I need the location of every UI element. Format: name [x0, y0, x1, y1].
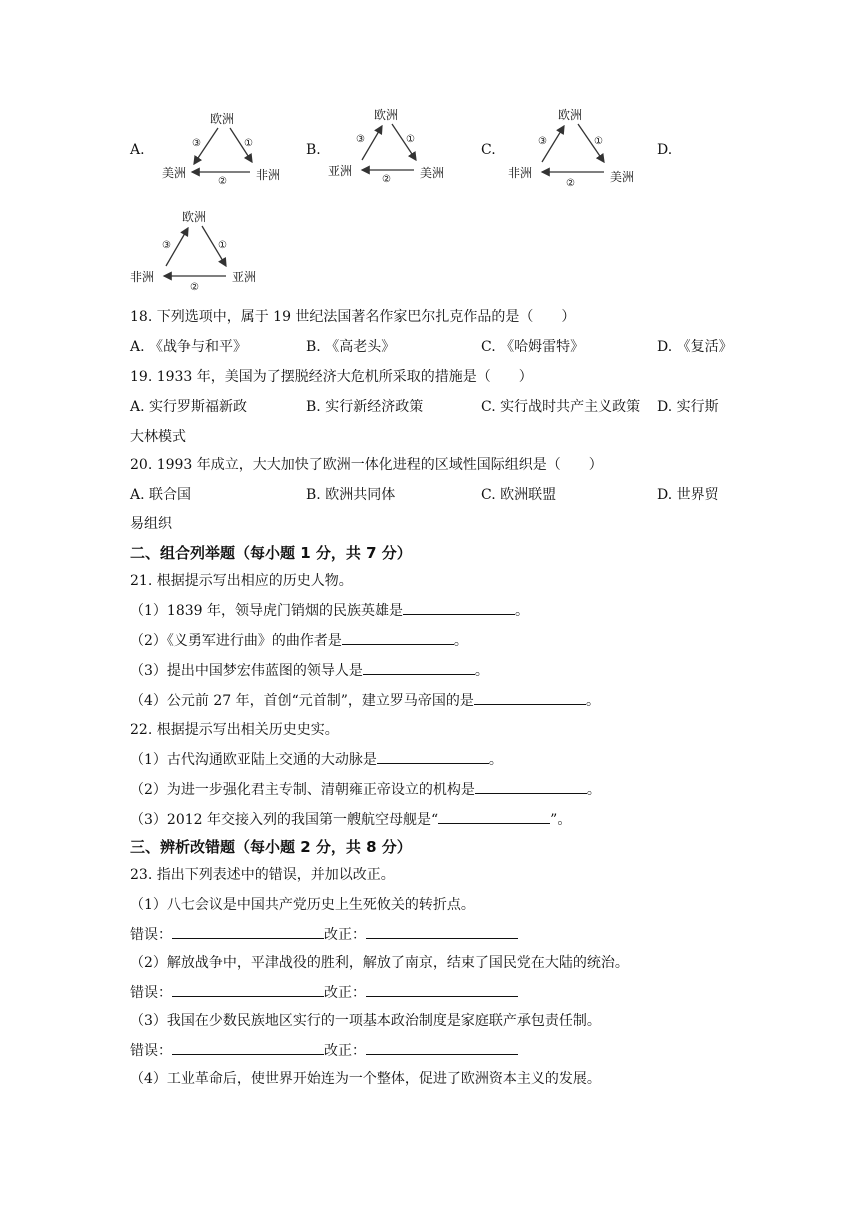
marker-2: ②: [382, 174, 391, 185]
fix-blank[interactable]: [366, 924, 518, 939]
q21-item-2: [130, 630, 468, 650]
marker-3: ③: [356, 134, 365, 145]
q19-option-a: A. 实行罗斯福新政: [130, 399, 248, 415]
q18-option-a: A. 《战争与和平》: [130, 339, 248, 355]
label-left: 非洲: [508, 166, 533, 180]
period: 。: [488, 752, 503, 768]
marker-2: ②: [190, 282, 199, 293]
q23-statement-1: （1）八七会议是中国共产党历史上生死攸关的转折点。: [130, 897, 475, 913]
q21-item-3-text: （3）提出中国梦宏伟蓝图的领导人是: [130, 663, 363, 679]
q23-statement-3: （3）我国在少数民族地区实行的一项基本政治制度是家庭联产承包责任制。: [130, 1013, 601, 1029]
period: 。: [515, 603, 529, 619]
period: 。: [474, 663, 489, 679]
label-left: 非洲: [130, 270, 155, 284]
q22-item-2-text: （2）为进一步强化君主专制、清朝雍正帝设立的机构是: [130, 782, 475, 798]
q20-option-b: B. 欧洲共同体: [306, 487, 396, 503]
marker-3: ③: [192, 138, 201, 149]
q22-item-1: [130, 749, 503, 769]
fix-blank[interactable]: [366, 1040, 518, 1055]
answer-blank[interactable]: [377, 749, 489, 764]
triangle-diagram-d: [130, 206, 270, 298]
marker-1: ①: [594, 136, 603, 147]
marker-3: ③: [538, 136, 547, 147]
question-20-stem: 20. 1993 年成立，大大加快了欧洲一体化进程的区域性国际组织是（ ）: [130, 457, 603, 473]
label-right: 亚洲: [232, 270, 257, 284]
question-18-stem: 18. 下列选项中，属于 19 世纪法国著名作家巴尔扎克作品的是（ ）: [130, 309, 576, 325]
q18-option-d: D. 《复活》: [657, 339, 733, 355]
option-c-letter: C.: [481, 142, 496, 158]
q22-item-2: [130, 779, 601, 799]
triangle-diagram-c: [508, 104, 648, 192]
q22-item-3-text: （3）2012 年交接入列的我国第一艘航空母舰是“: [130, 812, 439, 828]
q21-item-2-text: （2）《义勇军进行曲》的曲作者是: [130, 633, 342, 649]
q21-item-3: [130, 660, 489, 680]
fix-label: 改正：: [324, 985, 366, 1001]
label-right: 非洲: [256, 168, 281, 182]
answer-blank[interactable]: [342, 630, 454, 645]
fix-label: 改正：: [324, 1043, 366, 1059]
triangle-diagram-b: [326, 104, 456, 188]
q23-answer-row-1: [130, 924, 518, 944]
q19-option-b: B. 实行新经济政策: [306, 399, 424, 415]
label-europe: 欧洲: [374, 108, 399, 122]
q23-answer-row-2: [130, 982, 518, 1002]
marker-2: ②: [566, 178, 575, 189]
fix-label: 改正：: [324, 927, 366, 943]
label-left: 亚洲: [328, 164, 353, 178]
q22-item-3: [130, 809, 571, 829]
q20-option-a: A. 联合国: [130, 487, 192, 503]
label-europe: 欧洲: [558, 108, 583, 122]
q22-item-1-text: （1）古代沟通欧亚陆上交通的大动脉是: [130, 752, 377, 768]
period: 。: [453, 633, 468, 649]
marker-1: ①: [218, 240, 227, 251]
marker-1: ①: [406, 134, 415, 145]
question-21-stem: 21. 根据提示写出相应的历史人物。: [130, 573, 353, 589]
q20-option-d-continued: 易组织: [130, 516, 172, 532]
option-d-letter: D.: [657, 142, 673, 158]
q21-item-1: [130, 600, 529, 620]
fix-blank[interactable]: [366, 982, 518, 997]
option-b-letter: B.: [306, 142, 321, 158]
answer-blank[interactable]: [363, 660, 475, 675]
marker-3: ③: [162, 240, 171, 251]
label-right: 美洲: [610, 170, 635, 184]
q21-item-4-text: （4）公元前 27 年，首创“元首制”，建立罗马帝国的是: [130, 693, 474, 709]
label-left: 美洲: [162, 166, 187, 180]
q19-option-c: C. 实行战时共产主义政策: [481, 399, 641, 415]
q20-option-c: C. 欧洲联盟: [481, 487, 557, 503]
answer-blank[interactable]: [403, 600, 515, 615]
error-label: 错误：: [130, 927, 172, 943]
q23-answer-row-3: [130, 1040, 518, 1060]
triangle-diagram-a: [160, 108, 290, 188]
answer-blank[interactable]: [438, 809, 550, 824]
option-a-letter: A.: [130, 142, 145, 158]
q18-option-b: B. 《高老头》: [306, 339, 396, 355]
marker-2: ②: [218, 176, 227, 187]
error-label: 错误：: [130, 1043, 172, 1059]
q23-statement-4: （4）工业革命后，使世界开始连为一个整体，促进了欧洲资本主义的发展。: [130, 1071, 601, 1087]
period: 。: [586, 782, 601, 798]
q19-option-d-continued: 大林模式: [130, 429, 186, 445]
marker-1: ①: [244, 138, 253, 149]
question-19-stem: 19. 1933 年，美国为了摆脱经济大危机所采取的措施是（ ）: [130, 369, 533, 385]
label-europe: 欧洲: [210, 112, 235, 126]
q19-option-d: D. 实行斯: [657, 399, 719, 415]
q18-option-c: C. 《哈姆雷特》: [481, 339, 585, 355]
question-22-stem: 22. 根据提示写出相关历史史实。: [130, 722, 339, 738]
q21-item-1-text: （1）1839 年，领导虎门销烟的民族英雄是: [130, 603, 403, 619]
answer-blank[interactable]: [475, 779, 587, 794]
label-right: 美洲: [420, 166, 445, 180]
label-europe: 欧洲: [182, 210, 207, 224]
error-blank[interactable]: [172, 924, 324, 939]
q22-item-3-close: ”。: [550, 812, 572, 828]
error-label: 错误：: [130, 985, 172, 1001]
period: 。: [585, 693, 600, 709]
answer-blank[interactable]: [474, 690, 586, 705]
error-blank[interactable]: [172, 1040, 324, 1055]
section-3-heading: 三、辨析改错题（每小题 2 分，共 8 分）: [130, 838, 412, 856]
question-23-stem: 23. 指出下列表述中的错误，并加以改正。: [130, 867, 395, 883]
q23-statement-2: （2）解放战争中，平津战役的胜利，解放了南京，结束了国民党在大陆的统治。: [130, 955, 629, 971]
q20-option-d: D. 世界贸: [657, 487, 719, 503]
section-2-heading: 二、组合列举题（每小题 1 分，共 7 分）: [130, 544, 412, 562]
q21-item-4: [130, 690, 600, 710]
error-blank[interactable]: [172, 982, 324, 997]
